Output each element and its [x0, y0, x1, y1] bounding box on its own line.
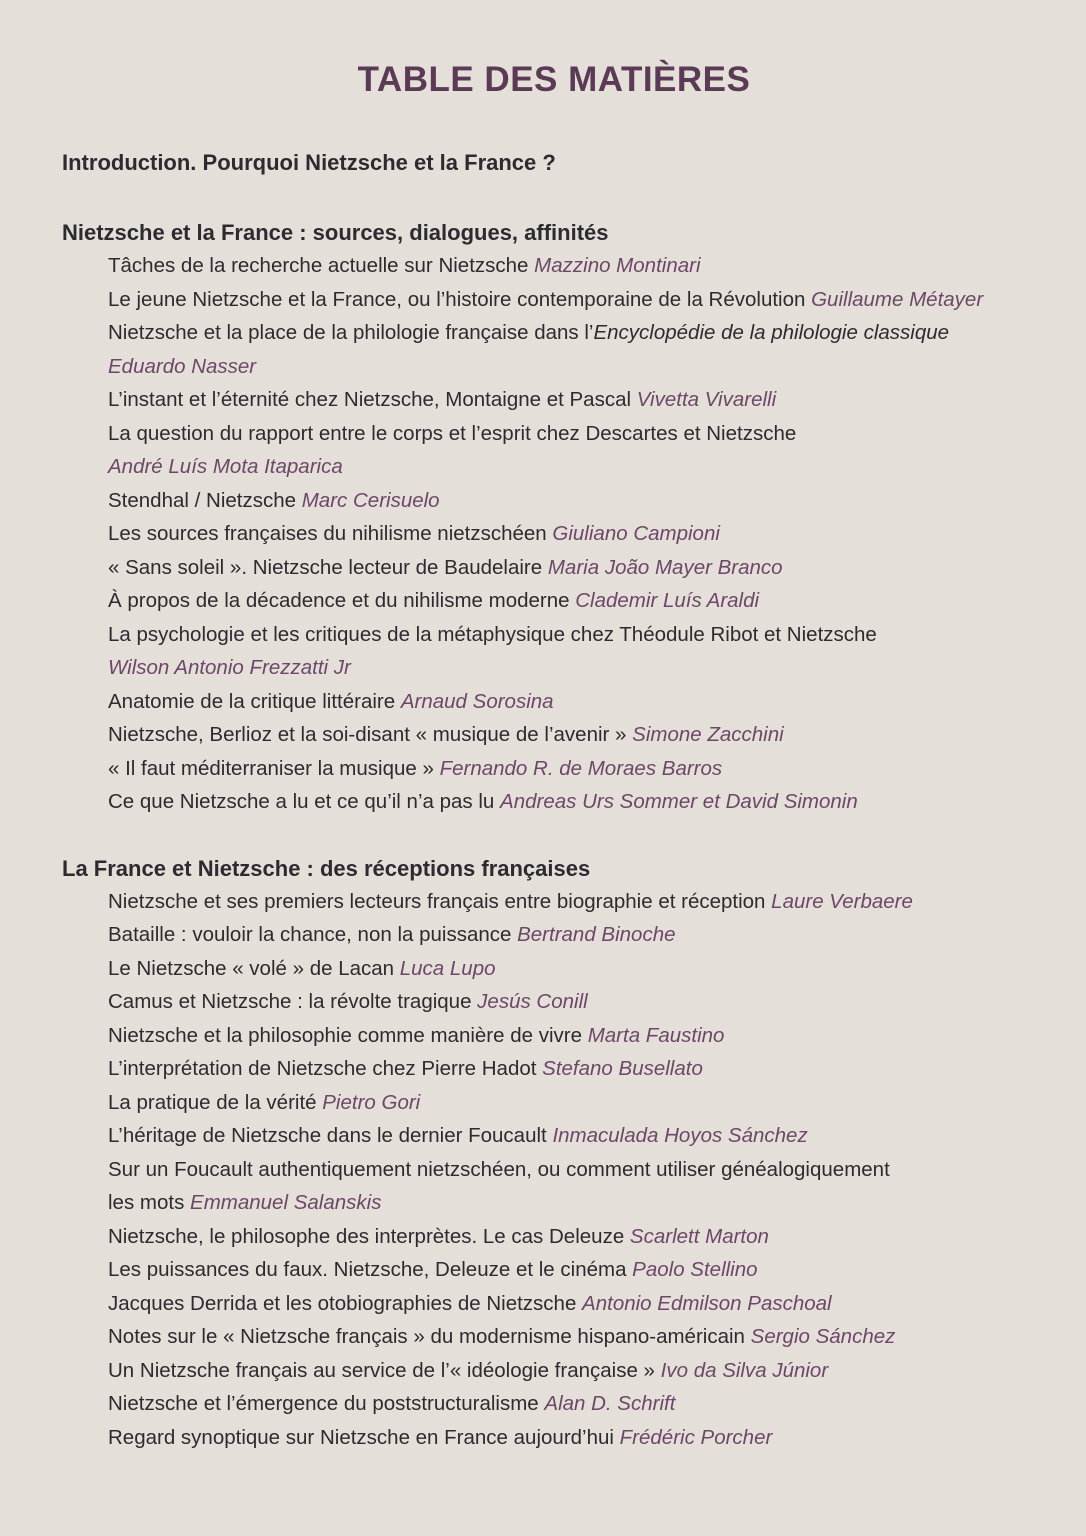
page-title: TABLE DES MATIÈRES: [357, 60, 751, 99]
entry-title-text: Nietzsche et la philosophie comme manière de vivre: [108, 1023, 588, 1047]
entry-title-text: Nietzsche et l’émergence du poststructuralisme: [108, 1392, 545, 1415]
entry-title-text: Regard synoptique sur Nietzsche en France aujourd’hui: [108, 1425, 620, 1449]
toc-entry-line: [108, 685, 1046, 719]
entry-title-text: Les sources françaises du nihilisme nietzschéen: [108, 522, 553, 545]
entry-author: Maria João Mayer Branco: [547, 555, 783, 579]
toc-entry-line: [108, 952, 1046, 986]
entry-title-text: Le Nietzsche « volé » de Lacan: [108, 956, 400, 980]
toc-entry-line: [108, 1220, 1046, 1254]
entry-author: Pietro Gori: [322, 1090, 421, 1114]
entry-title-text: Sur un Foucault authentiquement nietzschéen, ou comment utiliser généalogiquement: [108, 1157, 890, 1181]
entry-title-text: « Sans soleil ». Nietzsche lecteur de Baudelaire: [108, 555, 548, 579]
entry-title-text: L’instant et l’éternité chez Nietzsche, Montaigne et Pascal: [108, 388, 637, 411]
entry-title-text: L’interprétation de Nietzsche chez Pierre Hadot: [108, 1057, 543, 1080]
toc-entry-line: [108, 1019, 1046, 1053]
entry-author: Eduardo Nasser: [108, 354, 257, 378]
entry-author: Mazzino Montinari: [534, 254, 701, 277]
entry-author: Stefano Busellato: [542, 1057, 703, 1080]
entry-author: Guillaume Métayer: [811, 287, 984, 311]
entry-work-title: Encyclopédie de la philologie classique: [593, 321, 950, 344]
toc-entry-line: [108, 651, 1046, 685]
toc-entry-line: [108, 584, 1046, 618]
entry-author: Marc Cerisuelo: [301, 488, 440, 512]
entry-author: Wilson Antonio Frezzatti Jr: [108, 656, 351, 679]
entry-title-text: La pratique de la vérité: [108, 1090, 323, 1114]
entry-title-text: L’héritage de Nietzsche dans le dernier Foucault: [108, 1124, 553, 1147]
entry-title-text: À propos de la décadence et du nihilisme moderne: [108, 589, 576, 612]
entry-author: André Luís Mota Itaparica: [108, 455, 343, 478]
entry-title-text: Nietzsche, le philosophe des interprètes. Le cas Deleuze: [108, 1224, 630, 1248]
toc-entry-line: [108, 918, 1046, 952]
entry-title-text: Tâches de la recherche actuelle sur Nietzsche: [108, 254, 535, 277]
toc-entry-line: [108, 350, 1046, 384]
entry-list: [62, 885, 1046, 1455]
toc-entry-line: [108, 1119, 1046, 1153]
toc-entry-line: [108, 985, 1046, 1019]
entry-title-text: Anatomie de la critique littéraire: [108, 689, 401, 713]
toc-entry-line: [108, 1052, 1046, 1086]
toc-entry-line: [108, 752, 1046, 786]
entry-title-text: Notes sur le « Nietzsche français » du modernisme hispano-américain: [108, 1325, 751, 1348]
entry-title-text: les mots: [108, 1191, 191, 1214]
toc-section: [62, 220, 1046, 819]
toc-entry-line: [108, 885, 1046, 919]
entry-author: Andreas Urs Sommer et David Simonin: [500, 790, 858, 813]
toc-entry-line: [108, 618, 1046, 652]
toc-entry-line: [108, 785, 1046, 819]
entry-author: Fernando R. de Moraes Barros: [439, 756, 723, 780]
section-heading: La France et Nietzsche : des réceptions françaises: [62, 855, 591, 881]
toc-entry-line: [108, 1320, 1046, 1354]
entry-title-text: « Il faut méditerraniser la musique »: [108, 756, 440, 780]
entry-title-text: La question du rapport entre le corps et l’esprit chez Descartes et Nietzsche: [108, 421, 797, 445]
entry-title-text: Nietzsche et la place de la philologie française dans l’: [108, 321, 594, 344]
toc-entry-line: [108, 283, 1046, 317]
toc-entry-line: [108, 1153, 1046, 1187]
toc-entry-line: [108, 718, 1046, 752]
entry-title-text: La psychologie et les critiques de la métaphysique chez Théodule Ribot et Nietzsche: [108, 622, 877, 646]
entry-author: Giuliano Campioni: [552, 522, 720, 545]
entry-author: Frédéric Porcher: [619, 1425, 773, 1449]
toc-entry-line: [108, 316, 1046, 350]
entry-author: Simone Zacchini: [632, 723, 784, 746]
entry-author: Scarlett Marton: [629, 1224, 769, 1248]
toc-entry-line: [108, 1186, 1046, 1220]
entry-title-text: Ce que Nietzsche a lu et ce qu’il n’a pas lu: [108, 790, 501, 813]
toc-entry-line: [108, 1387, 1046, 1421]
entry-author: Clademir Luís Araldi: [575, 589, 760, 612]
toc-entry-line: [108, 1354, 1046, 1388]
toc-sections: [62, 220, 1046, 1454]
entry-title-text: Les puissances du faux. Nietzsche, Deleuze et le cinéma: [108, 1258, 633, 1281]
toc-entry-line: [108, 484, 1046, 518]
toc-entry-line: [108, 450, 1046, 484]
toc-entry-line: [108, 1253, 1046, 1287]
entry-author: Bertrand Binoche: [517, 923, 676, 946]
entry-title-text: Nietzsche, Berlioz et la soi-disant « musique de l’avenir »: [108, 723, 633, 746]
entry-author: Antonio Edmilson Paschoal: [582, 1291, 832, 1315]
entry-author: Arnaud Sorosina: [400, 689, 554, 713]
entry-author: Paolo Stellino: [632, 1258, 758, 1281]
entry-title-text: Stendhal / Nietzsche: [108, 488, 302, 512]
toc-entry-line: [108, 249, 1046, 283]
toc-entry-line: [108, 1421, 1046, 1455]
entry-author: Alan D. Schrift: [544, 1392, 676, 1415]
entry-author: Laure Verbaere: [771, 889, 913, 913]
entry-title-text: Nietzsche et ses premiers lecteurs français entre biographie et réception: [108, 889, 772, 913]
section-heading: Nietzsche et la France : sources, dialogues, affinités: [62, 220, 609, 245]
toc-entry-line: [108, 551, 1046, 585]
entry-author: Luca Lupo: [399, 956, 496, 980]
entry-title-text: Camus et Nietzsche : la révolte tragique: [108, 990, 478, 1013]
entry-author: Emmanuel Salanskis: [190, 1191, 382, 1214]
entry-author: Inmaculada Hoyos Sánchez: [552, 1124, 808, 1147]
entry-title-text: Un Nietzsche français au service de l’« idéologie française »: [108, 1358, 661, 1382]
toc-entry-line: [108, 1086, 1046, 1120]
toc-entry-line: [108, 1287, 1046, 1321]
toc-entry-line: [108, 417, 1046, 451]
entry-list: [62, 249, 1046, 819]
toc-entry-line: [108, 517, 1046, 551]
entry-author: Jesús Conill: [477, 990, 588, 1013]
entry-author: Marta Faustino: [587, 1023, 725, 1047]
toc-entry-line: [108, 383, 1046, 417]
entry-title-text: Jacques Derrida et les otobiographies de Nietzsche: [108, 1291, 583, 1315]
entry-title-text: Le jeune Nietzsche et la France, ou l’histoire contemporaine de la Révolution: [108, 287, 812, 311]
entry-title-text: Bataille : vouloir la chance, non la puissance: [108, 923, 518, 946]
entry-author: Ivo da Silva Júnior: [660, 1358, 829, 1382]
entry-author: Vivetta Vivarelli: [636, 388, 777, 411]
entry-author: Sergio Sánchez: [750, 1325, 896, 1348]
intro-heading: Introduction. Pourquoi Nietzsche et la France ?: [62, 150, 556, 175]
toc-section: [62, 856, 1046, 1455]
